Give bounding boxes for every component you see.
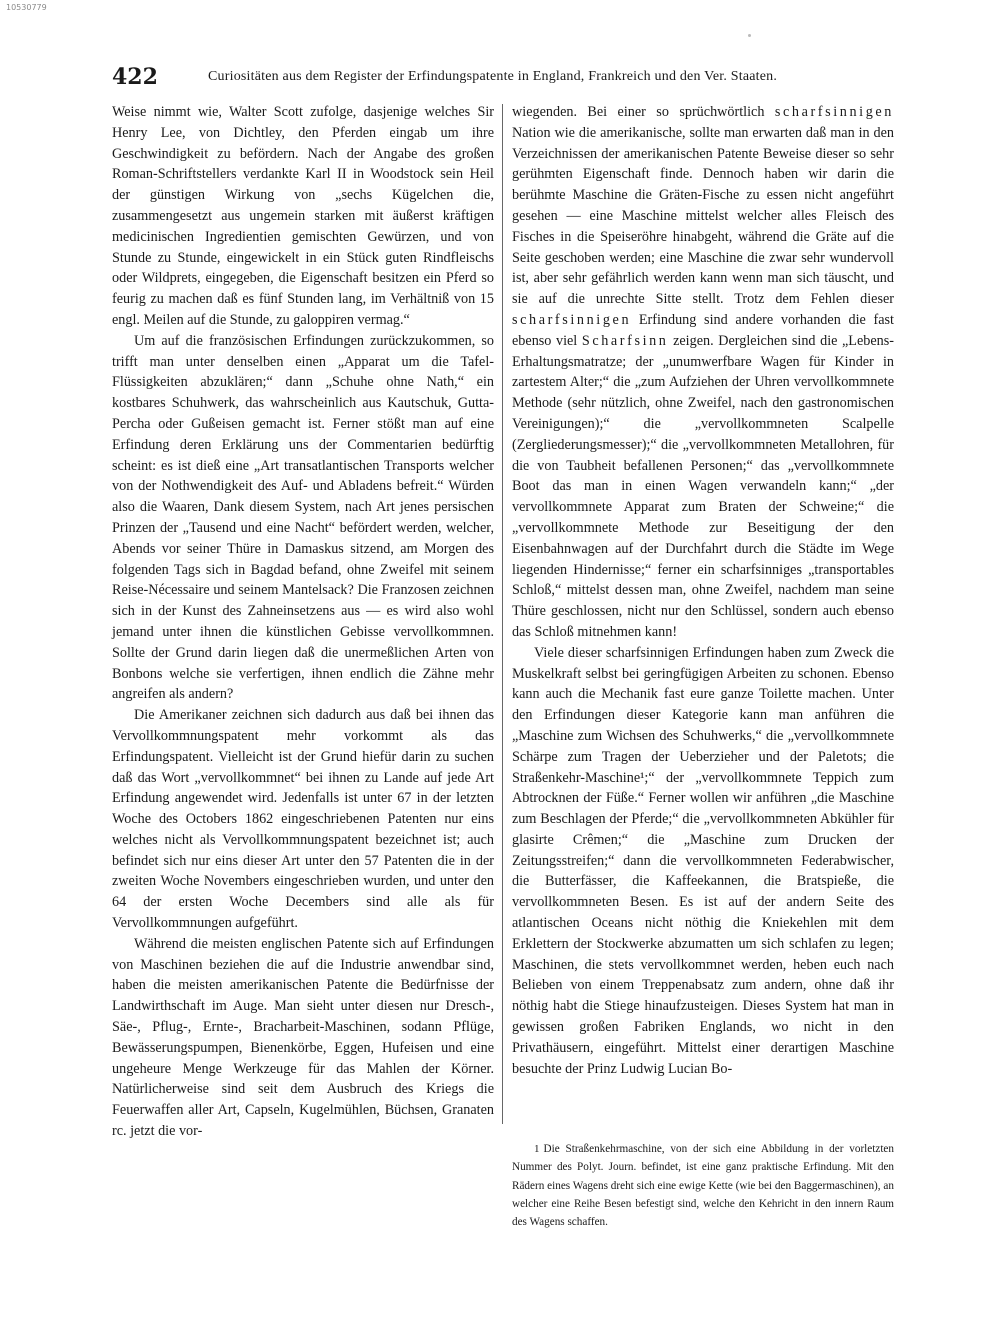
text-run: Erfindung sind andere vorhanden die fast ebenso viel — [512, 311, 894, 349]
footnote-mark: 1 — [534, 1143, 540, 1155]
page-header — [112, 64, 892, 94]
page-number: 422 — [112, 64, 158, 90]
spaced-emphasis: scharfsinnigen — [512, 311, 632, 328]
paragraph: Die Amerikaner zeichnen sich dadurch aus daß bei ihnen das Vervollkommnungspatent mehr vorkommt als das Erfindungspatent. Vielleicht ist der Grund hiefür darin zu suchen daß das Wort „vervollkommnet“ bei ihnen zu Lande auf jede Art Erfindung angewendet wird. Jedenfalls ist unter 67 in der letzten Woche des Octobers 1862 eingeschriebenen Patenten nur eins welches nicht als Vervollkommnungspatent bezeichnet ist; auch befindet sich nur eins dieser Art unter den 57 Patenten die in der zweiten Woche Novembers eingeschrieben wurden, und unter den 64 der ersten Woche Decembers sind alle als für Vervollkommnungen aufgeführt. — [112, 707, 494, 932]
column-divider — [502, 104, 503, 1124]
paragraph: Weise nimmt wie, Walter Scott zufolge, dasjenige welches Sir Henry Lee, von Dichtley, den Pferden eingab um ihre Geschwindigkeit zu befördern. Nach der Angabe des großen Roman-Schriftstellers verdankte Karl II in Woodstock sein Heil der günstigen Wirkung von „sechs Kügelchen die, zusammengesetzt aus ungemein starken mit äußerst kräftigen medicinischen Ingredientien gemischten Gewürzen, und von Stunde zu Stunde, eingewickelt in ein Stück guten Rindfleischs oder Wildprets, eingegeben, die Eigenschaft besitzen ein Pferd so feurig zu machen daß es fünf Stunden lang, im Verhältniß von 15 engl. Meilen auf die Stunde, zu galoppiren vermag.“ — [112, 104, 494, 328]
paragraph: Während die meisten englischen Patente sich auf Erfindungen von Maschinen beziehen die auf die Industrie anwendbar sind, haben die meisten amerikanischen Patente die Bedürfnisse der Landwirthschaft im Auge. Man sieht unter diesen nur Dresch-, Säe-, Pflug-, Ernte-, Bracharbeit-Maschinen, sodann Pflüge, Bewässerungspumpen, Bienenkörbe, Eggen, Hufeisen und eine ungeheure Menge Werkzeuge für das Mahlen der Körner. Natürlicherweise sind seit dem Ausbruch des Kriegs die Feuerwaffen aller Art, Capseln, Kugelmühlen, Büchsen, Granaten rc. jetzt die vor- — [112, 935, 494, 1140]
text-run: wiegenden. Bei einer so sprüchwörtlich — [512, 104, 775, 120]
text-run: Nation wie die amerikanische, sollte man erwarten daß man in den Verzeichnissen der amerikanischen Patente Beweise dieser so sehr gerühmten Eigenschaft finde. Dennoch haben wir darin die berühmte Maschine die Gräten-Fische zu essen nicht angeführt gesehen — eine Maschine mittelst welcher alles Fleisch des Fisches in die Speiseröhre hinabgeht, während die Gräte auf die Seite geschoben werden; eine Maschine die zwar sehr wundervoll ist, aber sehr gefährlich werden kann wenn man sich täuscht, und sie auf die unrechte Sitte stellt. Trotz dem Fehlen dieser — [512, 124, 894, 308]
paragraph: Viele dieser scharfsinnigen Erfindungen haben zum Zweck die Muskelkraft selbst bei geringfügigen Arbeiten zu schonen. Ebenso kann auch die Mechanik fast eure ganze Toilette machen. Unter den Erfindungen dieser Kategorie kann man anführen die „Maschine zum Wichsen des Schuhwerks,“ die „vervollkommnete Schärpe zum Tragen der Ueberzieher und der Paletots; die Straßenkehr-Maschine¹;“ der „vervollkommnete Teppich zum Abtrocknen der Füße.“ Ferner wollen wir anführen „die Maschine zum Beschlagen der Pferde;“ die „vervollkommneten Abkühler für glasirte Crêmen;“ die „Maschine zum Drucken der Zeitungsstreifen;“ dann die vervollkommneten Federabwischer, die Butterfässer, die Kaffeekannen, die Bratspieße, die vervollkommneten Besen. Es ist auf der andern Seite des atlantischen Oceans nicht nöthig die Kniekehlen mit dem Erklettern der Stockwerke abzumatten um sich schlafen zu legen; Maschinen, die stets vervollkommnet werden, heben euch nach Belieben von einem Treppenabsatz zum andern, ohne daß ihr nöthig habt die Stiege hinaufzusteigen. Dieses System hat man in gewissen großen Fabriken Englands, wo nicht in den Privathäusern, eingeführt. Mittelst einer derartigen Maschine besuchte der Prinz Ludwig Lucian Bo- — [512, 644, 894, 1077]
footnote — [512, 1140, 894, 1231]
running-head: Curiositäten aus dem Register der Erfindungspatente in England, Frankreich und den Ver. Staaten. — [208, 69, 778, 84]
spaced-emphasis: scharfsinnigen — [774, 104, 894, 120]
paragraph: Um auf die französischen Erfindungen zurückzukommen, so trifft man unter denselben einen „Apparat um die Tafel-Flüssigkeiten abzuklären;“ dann „Schuhe ohne Nath,“ ein kostbares Schuhwerk, das wahrscheinlich aus Kautschuk, Gutta-Percha oder Gußeisen gemacht ist. Ferner stößt man auf eine Erfindung deren Erklärung uns der Commentarien bedürftig scheint: es ist dieß eine „Art transatlantischen Transports welcher von der Nothwendigkeit des Auf- und Abladens befreit.“ Würden also die Waaren, Dank diesem System, nach Art jenes persischen Prinzen der „Tausend und eine Nacht“ befördert werden, welcher, Abends vor seiner Thüre in Damaskus sitzend, am Morgen des folgenden Tags sich in Bagdad befand, ohne Zweifel mit seinem Reise-Nécessaire und seinem Mantelsack? Die Franzosen zeichnen sich in der Kunst des Zahneinsetzens aus — es wird also wohl jemand unter ihnen die künstlichen Gebisse vervollkommnen. Sollte der Grund darin liegen daß die unermeßlichen Arten von Bonbons welche sie verfertigen, ihnen endlich die Zähne mehr angreifen als andern? — [112, 332, 494, 703]
footnotes — [512, 1140, 894, 1231]
spaced-emphasis: Scharfsinn — [581, 332, 669, 349]
scan-speck — [748, 34, 751, 37]
right-column — [512, 102, 894, 1079]
paragraph — [512, 102, 894, 643]
page-id: 10530779 — [6, 3, 47, 12]
left-column — [112, 102, 494, 1142]
text-run: zeigen. Dergleichen sind die „Lebens-Erhaltungsmatratze; der „unumwerfbare Wagen für Kinder in zartestem Alter;“ die „zum Aufziehen der Uhren vervollkommnete Methode (sehr nützlich, ohne Zweifel, nach den gastronomischen Vereinigungen);“ die „vervollkommneten Scalpelle (Zergliederungsmesser);“ die „vervollkommneten Metallohren, für die von Taubheit befallenen Personen;“ das „vervollkommnete Boot das man in einen Wagen verwandeln kann;“ „der vervollkommnete Apparat zum Braten der Schweine;“ die „vervollkommnete Methode zur Beseitigung der den Eisenbahnwagen auf der Durchfahrt durch die Städte im Wege liegenden Hindernisse;“ ferner ein scharfsinniges „transportables Schloß,“ mittelst dessen man, ohne Zweifel, nachdem man seine Thüre geschlossen, nicht nur den Schlüssel, sondern auch ebenso das Schloß mitnehmen kann! — [512, 332, 895, 640]
footnote-text: Die Straßenkehrmaschine, von der sich eine Abbildung in der vorletzten Nummer des Polyt. Journ. befindet, ist eine ganz praktische Erfindung. Mit den Rädern eines Wagens dreht sich eine ewige Kette (wie bei den Baggermaschinen), an welcher eine Reihe Besen befestigt sind, welche den Kehricht in den innern Raum des Wagens schaffen. — [512, 1143, 894, 1229]
